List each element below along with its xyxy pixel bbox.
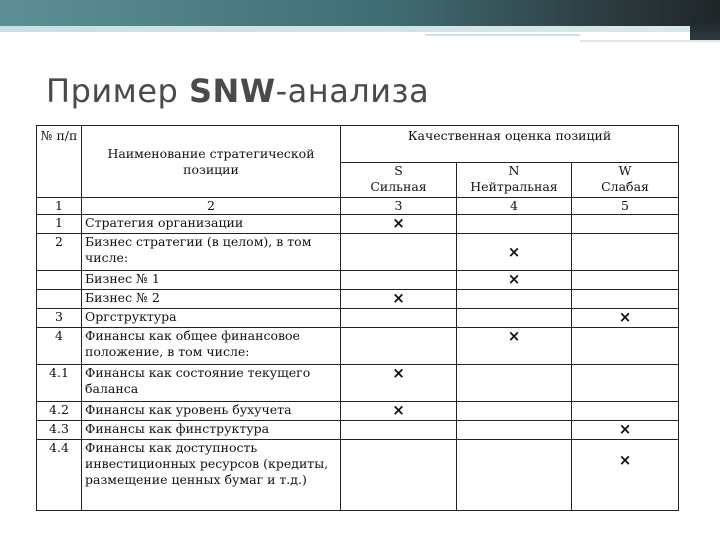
rating-cell [341,365,457,402]
header-s-word: Сильная [370,179,427,194]
numbering-cell: 2 [82,198,341,215]
x-mark-icon: × [507,270,521,288]
header-w-letter: W [618,163,632,178]
rating-cell [572,309,679,328]
row-number: 4.3 [37,421,82,440]
table-row [37,271,679,290]
snw-table [36,125,679,511]
title-suffix: -анализа [275,72,430,110]
x-mark-icon: × [507,327,521,345]
table-row [37,234,679,271]
rating-cell [457,215,572,234]
row-number: 3 [37,309,82,328]
rating-cell [572,440,679,511]
x-mark-icon: × [618,451,632,469]
header-n-word: Нейтральная [470,179,558,194]
corner-accent [690,20,720,40]
header-row [37,126,679,163]
title-bold: SNW [188,72,276,110]
title-prefix: Пример [46,72,189,110]
row-number [37,271,82,290]
row-number: 2 [37,234,82,271]
rating-cell [572,365,679,402]
rating-cell [572,215,679,234]
table-row [37,421,679,440]
rating-cell [341,328,457,365]
header-name: Наименование стратегической позиции [82,126,341,198]
table-row [37,402,679,421]
row-position-name: Оргструктура [82,309,341,328]
numbering-cell: 3 [341,198,457,215]
rating-cell [341,440,457,511]
header-num: № п/п [37,126,82,198]
header-w-word: Слабая [601,179,649,194]
row-number: 1 [37,215,82,234]
rating-cell [457,402,572,421]
row-position-name: Финансы как доступность инвестиционных ресурсов (кредиты, размещение ценных бумаг и т.д.) [82,440,341,511]
header-n-letter: N [508,163,520,178]
row-position-name: Финансы как уровень бухучета [82,402,341,421]
row-number: 4.1 [37,365,82,402]
rating-cell [341,215,457,234]
x-mark-icon: × [392,401,405,419]
rating-cell [457,421,572,440]
rating-cell [457,309,572,328]
header-w [572,163,679,198]
x-mark-icon: × [392,214,405,232]
rating-cell [341,402,457,421]
rating-cell [572,421,679,440]
table-row [37,309,679,328]
header-n [457,163,572,198]
rating-cell [457,440,572,511]
title-bar-decoration [0,0,720,26]
numbering-row [37,198,679,215]
rating-cell [572,402,679,421]
x-mark-icon: × [392,289,405,307]
header-s [341,163,457,198]
row-position-name: Финансы как общее финансовое положение, в том числе: [82,328,341,365]
row-number: 4.4 [37,440,82,511]
accent-line [580,40,720,42]
table-row [37,328,679,365]
row-number: 4.2 [37,402,82,421]
x-mark-icon: × [507,243,521,261]
slide-title [46,72,429,110]
header-s-letter: S [394,163,403,178]
row-number: 4 [37,328,82,365]
rating-cell [457,290,572,309]
x-mark-icon: × [618,420,632,438]
table-row [37,440,679,511]
numbering-cell: 1 [37,198,82,215]
rating-cell [341,271,457,290]
rating-cell [457,365,572,402]
rating-cell [457,328,572,365]
numbering-cell: 4 [457,198,572,215]
row-position-name: Финансы как финструктура [82,421,341,440]
table-row [37,215,679,234]
rating-cell [572,290,679,309]
title-bar-underline [0,26,720,32]
table-row [37,365,679,402]
rating-cell [572,328,679,365]
row-number [37,290,82,309]
row-position-name: Стратегия организации [82,215,341,234]
rating-cell [341,234,457,271]
numbering-cell: 5 [572,198,679,215]
row-position-name: Бизнес № 1 [82,271,341,290]
table-row [37,290,679,309]
rating-cell [341,290,457,309]
row-position-name: Бизнес стратегии (в целом), в том числе: [82,234,341,271]
rating-cell [572,234,679,271]
row-position-name: Бизнес № 2 [82,290,341,309]
row-position-name: Финансы как состояние текущего баланса [82,365,341,402]
table-body [37,215,679,511]
rating-cell [457,271,572,290]
rating-cell [457,234,572,271]
x-mark-icon: × [618,308,632,326]
rating-cell [341,421,457,440]
header-quality: Качественная оценка позиций [341,126,679,163]
accent-line [425,34,580,36]
rating-cell [572,271,679,290]
x-mark-icon: × [392,364,405,382]
rating-cell [341,309,457,328]
